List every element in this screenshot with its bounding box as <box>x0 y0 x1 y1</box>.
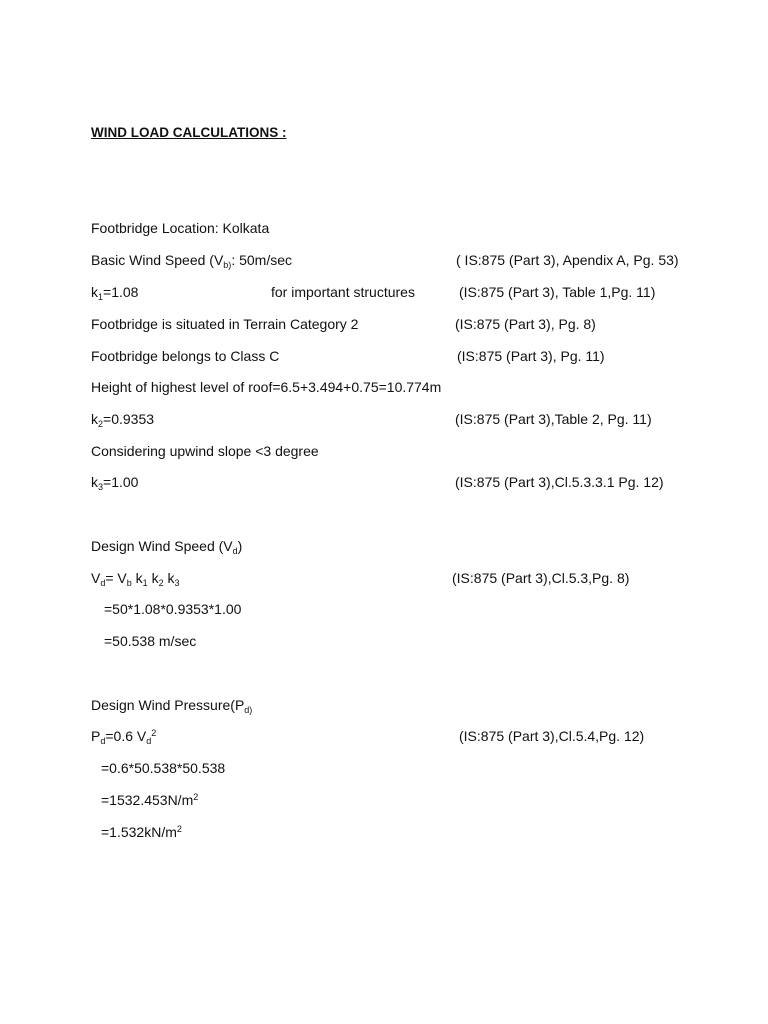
eq-p-sub: d <box>100 736 106 746</box>
k1-sub: 1 <box>98 292 104 302</box>
height-line: Height of highest level of roof=6.5+3.494+0.75=10.774m <box>91 379 442 395</box>
k2-line <box>91 411 154 427</box>
page-title: WIND LOAD CALCULATIONS : <box>91 125 287 140</box>
pressure-step2-sup: 2 <box>193 792 199 802</box>
basic-speed-sub: b) <box>223 260 232 270</box>
design-speed-heading-close: ) <box>237 538 243 554</box>
design-pressure-heading-text: Design Wind Pressure(P <box>91 697 245 713</box>
k2-value: =0.9353 <box>103 411 155 427</box>
slope-line: Considering upwind slope <3 degree <box>91 443 319 459</box>
pressure-step3-value: =1.532kN/m <box>101 824 177 840</box>
eq-v: V <box>91 570 101 586</box>
pressure-step3-sup: 2 <box>176 824 182 834</box>
design-speed-reference: (IS:875 (Part 3),Cl.5.3,Pg. 8) <box>452 570 630 586</box>
k1-line <box>91 284 138 300</box>
k1-note: for important structures <box>271 284 415 300</box>
pressure-step2-value: =1532.453N/m <box>101 792 194 808</box>
design-speed-equation <box>91 570 180 586</box>
k2-label: k <box>91 411 98 427</box>
design-pressure-heading <box>91 697 252 713</box>
k1-label: k <box>91 284 98 300</box>
k3-value: =1.00 <box>103 474 139 490</box>
design-pressure-step1: =0.6*50.538*50.538 <box>101 760 226 776</box>
design-speed-heading <box>91 538 242 554</box>
location-line: Footbridge Location: Kolkata <box>91 220 270 236</box>
eq-k1-sub: 1 <box>142 578 148 588</box>
terrain-line: Footbridge is situated in Terrain Category 2 <box>91 316 359 332</box>
k2-reference: (IS:875 (Part 3),Table 2, Pg. 11) <box>455 411 652 427</box>
design-speed-step1: =50*1.08*0.9353*1.00 <box>104 601 242 617</box>
k2-sub: 2 <box>98 419 104 429</box>
eq-p-mid: =0.6 V <box>105 728 147 744</box>
k3-sub: 3 <box>98 482 104 492</box>
basic-speed-reference: ( IS:875 (Part 3), Apendix A, Pg. 53) <box>456 252 679 268</box>
class-reference: (IS:875 (Part 3), Pg. 11) <box>457 348 605 364</box>
design-speed-step2: =50.538 m/sec <box>104 633 197 649</box>
k3-reference: (IS:875 (Part 3),Cl.5.3.3.1 Pg. 12) <box>455 474 664 490</box>
terrain-reference: (IS:875 (Part 3), Pg. 8) <box>455 316 596 332</box>
eq-k3-sub: 3 <box>174 578 180 588</box>
basic-speed-label: Basic Wind Speed (V <box>91 252 224 268</box>
basic-wind-speed-line <box>91 252 292 268</box>
design-speed-heading-text: Design Wind Speed (V <box>91 538 233 554</box>
k3-line <box>91 474 138 490</box>
design-pressure-reference: (IS:875 (Part 3),Cl.5.4,Pg. 12) <box>459 728 645 744</box>
eq-v-sub: d <box>100 578 106 588</box>
eq-vb-sub: b <box>126 578 132 588</box>
design-speed-heading-sub: d <box>232 546 238 556</box>
design-pressure-step3 <box>101 824 182 840</box>
eq-p-sup: 2 <box>151 728 157 738</box>
design-pressure-step2 <box>101 792 198 808</box>
eq-p: P <box>91 728 101 744</box>
eq-k2: k <box>147 570 159 586</box>
eq-vb: = V <box>105 570 127 586</box>
class-line: Footbridge belongs to Class C <box>91 348 280 364</box>
eq-k1: k <box>131 570 143 586</box>
eq-k3: k <box>163 570 175 586</box>
eq-k2-sub: 2 <box>158 578 164 588</box>
basic-speed-value: : 50m/sec <box>231 252 293 268</box>
eq-p-vsub: d <box>146 736 152 746</box>
k1-value: =1.08 <box>103 284 139 300</box>
k1-reference: (IS:875 (Part 3), Table 1,Pg. 11) <box>459 284 656 300</box>
k3-label: k <box>91 474 98 490</box>
design-pressure-heading-sub: d) <box>244 705 253 715</box>
design-pressure-equation <box>91 728 156 744</box>
